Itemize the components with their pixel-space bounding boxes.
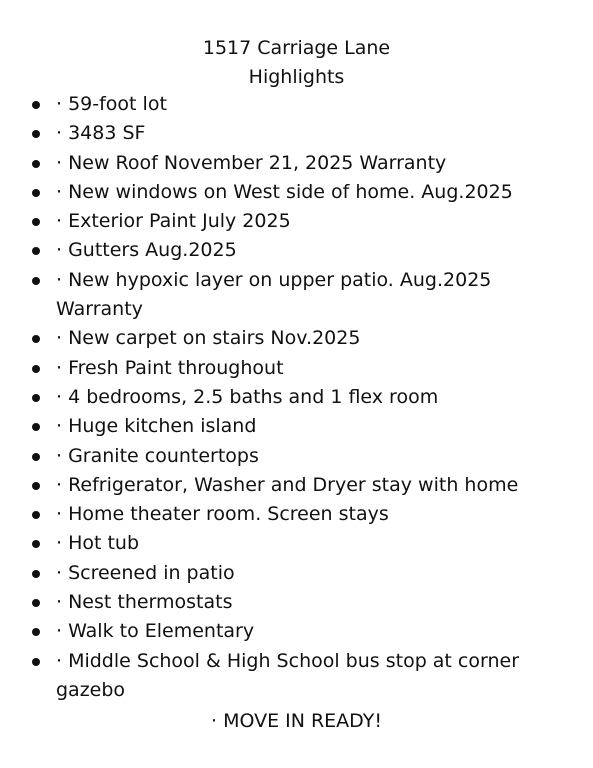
bullet-icon — [32, 277, 40, 285]
title-block — [0, 34, 593, 92]
highlight-text: · Nest thermostats — [56, 591, 233, 614]
highlight-item — [0, 647, 593, 706]
highlights-list — [0, 90, 593, 705]
highlight-text: · New hypoxic layer on upper patio. Aug.2025 Warranty — [56, 268, 492, 321]
highlight-text: · Huge kitchen island — [56, 415, 257, 438]
highlight-item — [0, 354, 593, 383]
highlight-item — [0, 471, 593, 500]
bullet-icon — [32, 130, 40, 138]
highlight-text: · Granite countertops — [56, 444, 259, 467]
highlight-item — [0, 119, 593, 148]
bullet-icon — [32, 628, 40, 636]
bullet-icon — [32, 570, 40, 578]
bullet-icon — [32, 423, 40, 431]
bullet-icon — [32, 453, 40, 461]
highlight-text: · Hot tub — [56, 532, 140, 555]
highlight-item — [0, 90, 593, 119]
bullet-icon — [32, 540, 40, 548]
highlight-item — [0, 559, 593, 588]
bullet-icon — [32, 101, 40, 109]
property-address: 1517 Carriage Lane — [202, 37, 391, 59]
bullet-icon — [32, 482, 40, 490]
highlight-text: · Walk to Elementary — [56, 620, 255, 643]
highlight-item — [0, 236, 593, 265]
highlight-item — [0, 383, 593, 412]
highlight-text: · Gutters Aug.2025 — [56, 239, 237, 262]
highlight-text: · Home theater room. Screen stays — [56, 503, 389, 526]
bullet-icon — [32, 218, 40, 226]
bullet-icon — [32, 394, 40, 402]
highlight-item — [0, 529, 593, 558]
highlight-item — [0, 324, 593, 353]
highlight-item — [0, 500, 593, 529]
highlight-item — [0, 207, 593, 236]
highlight-text: · Middle School & High School bus stop at corner gazebo — [56, 649, 520, 701]
highlight-text: · 3483 SF — [56, 122, 146, 145]
bullet-icon — [32, 599, 40, 607]
highlight-item — [0, 442, 593, 471]
highlight-item — [0, 149, 593, 178]
highlight-text: · New carpet on stairs Nov.2025 — [56, 327, 361, 350]
bullet-icon — [32, 189, 40, 197]
highlight-text: · New Roof November 21, 2025 Warranty — [56, 151, 447, 174]
move-in-ready-note: · MOVE IN READY! — [210, 710, 382, 732]
bullet-icon — [32, 658, 40, 666]
highlight-text: · New windows on West side of home. Aug.2025 — [56, 180, 513, 203]
highlight-item — [0, 588, 593, 617]
highlight-item — [0, 412, 593, 441]
highlight-text: · Exterior Paint July 2025 — [56, 210, 291, 233]
highlight-text: · 4 bedrooms, 2.5 baths and 1 flex room — [56, 385, 439, 408]
bullet-icon — [32, 160, 40, 168]
highlight-text: · Fresh Paint throughout — [56, 356, 284, 379]
highlight-text: · Screened in patio — [56, 561, 235, 584]
highlight-item — [0, 266, 593, 325]
highlight-text: · 59-foot lot — [56, 93, 167, 115]
bullet-icon — [32, 365, 40, 373]
highlight-item — [0, 617, 593, 646]
highlight-text: · Refrigerator, Washer and Dryer stay with home — [56, 473, 519, 496]
highlight-item — [0, 178, 593, 207]
bullet-icon — [32, 511, 40, 519]
highlights-heading: Highlights — [248, 66, 345, 88]
bullet-icon — [32, 247, 40, 255]
bullet-icon — [32, 335, 40, 343]
